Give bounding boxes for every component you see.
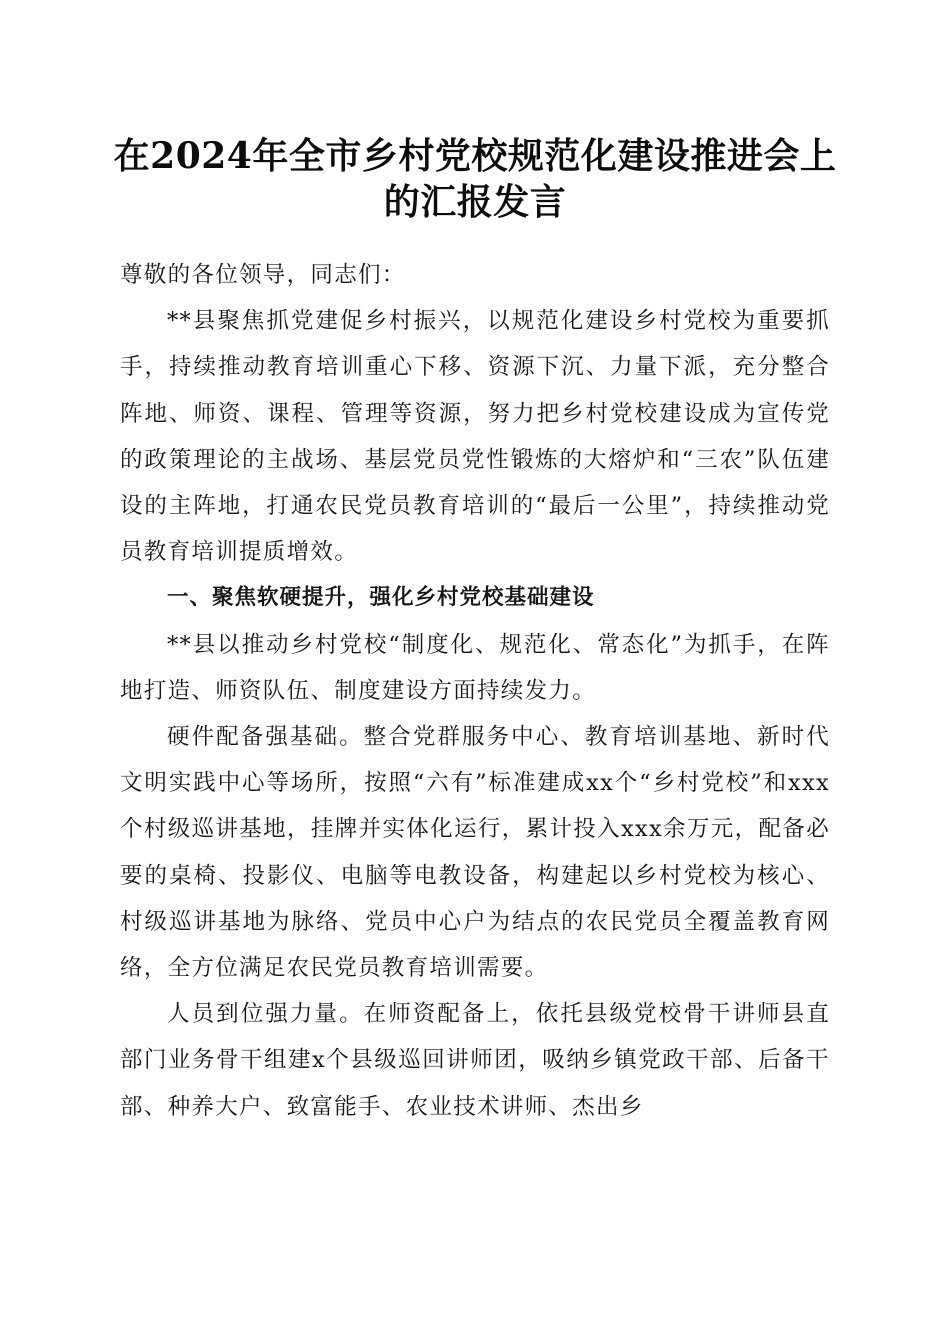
title-line-1: 在2024年全市乡村党校规范化建设推进会上 bbox=[113, 135, 837, 177]
document-title bbox=[100, 133, 850, 225]
section-heading-1: 一、聚焦软硬提升，强化乡村党校基础建设 bbox=[167, 585, 595, 611]
document-body bbox=[120, 252, 830, 1130]
staffing-paragraph: 人员到位强力量。在师资配备上，依托县级党校骨干讲师县直部门业务骨干组建x个县级巡回讲师团，吸纳乡镇党政干部、后备干部、种养大户、致富能手、农业技术讲师、杰出乡 bbox=[120, 1001, 830, 1120]
intro-paragraph: **县聚焦抓党建促乡村振兴，以规范化建设乡村党校为重要抓手，持续推动教育培训重心下移、资源下沉、力量下派，充分整合阵地、师资、课程、管理等资源，努力把乡村党校建设成为宣传党的政策理论的主战场、基层党员党性锻炼的大熔炉和“三农”队伍建设的主阵地，打通农民党员教育培训的“最后一公里”，持续推动党员教育培训提质增效。 bbox=[120, 308, 830, 566]
section-1-lead-paragraph: **县以推动乡村党校“制度化、规范化、常态化”为抓手，在阵地打造、师资队伍、制度建设方面持续发力。 bbox=[120, 631, 830, 704]
greeting: 尊敬的各位领导，同志们： bbox=[120, 262, 406, 288]
hardware-paragraph: 硬件配备强基础。整合党群服务中心、教育培训基地、新时代文明实践中心等场所，按照“六有”标准建成xx个“乡村党校”和xxx个村级巡讲基地，挂牌并实体化运行，累计投入xxx余万元，配备必要的桌椅、投影仪、电脑等电教设备，构建起以乡村党校为核心、村级巡讲基地为脉络、党员中心户为结点的农民党员全覆盖教育网络，全方位满足农民党员教育培训需要。 bbox=[120, 724, 830, 982]
title-line-2: 的汇报发言 bbox=[383, 181, 567, 223]
